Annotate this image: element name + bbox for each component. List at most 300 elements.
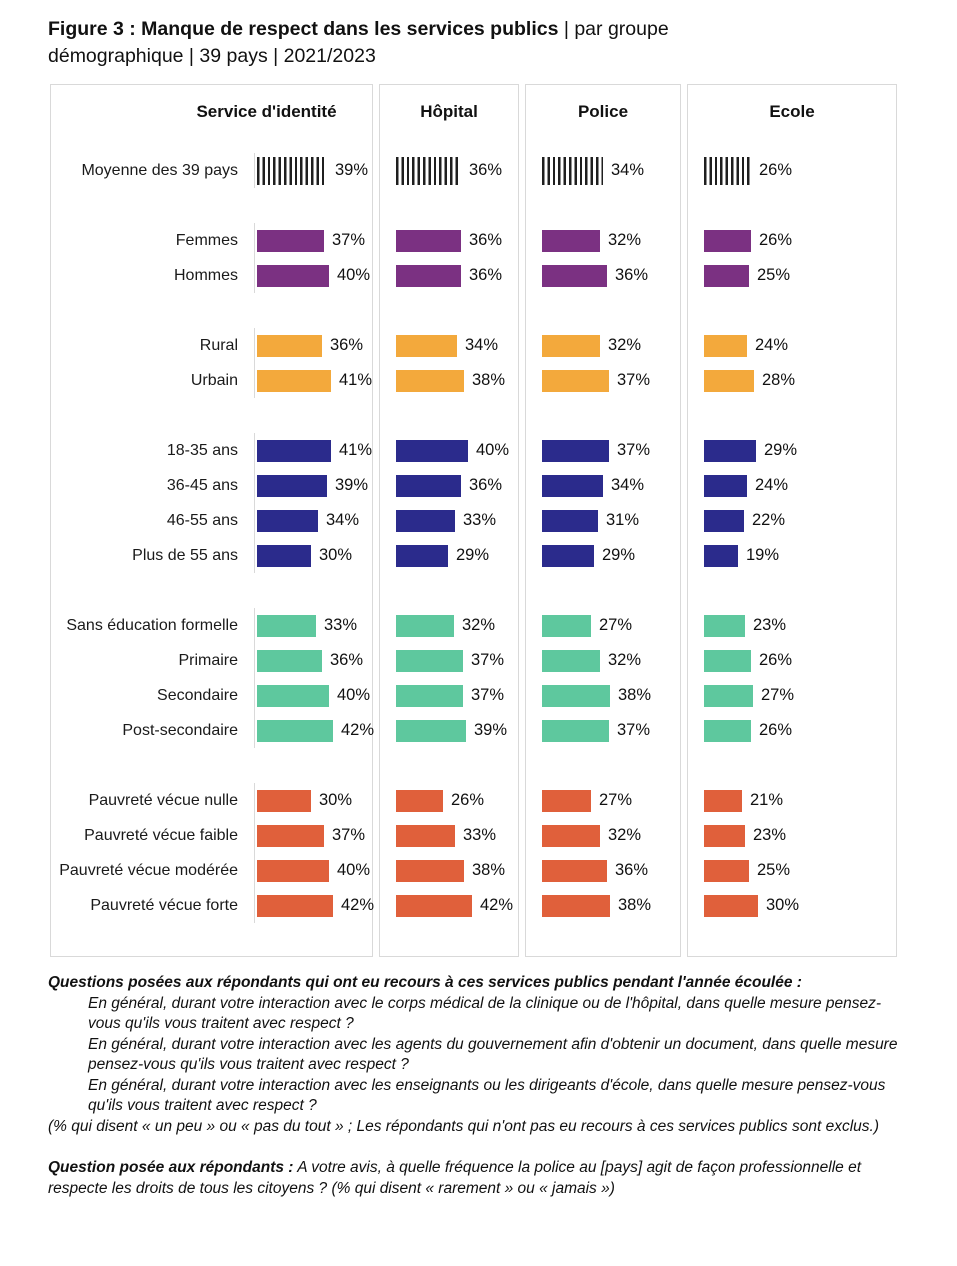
chart-row-36-45-ans <box>51 468 372 503</box>
bar-area <box>526 223 680 258</box>
chart-row-post-secondaire <box>526 713 680 748</box>
group-gap <box>51 188 372 223</box>
group-gap <box>380 188 518 223</box>
bar-area <box>526 433 680 468</box>
figure-title-bold: Figure 3 : Manque de respect dans les services publics <box>48 18 559 40</box>
bar-value-label: 39% <box>335 476 369 494</box>
bar-area <box>380 223 518 258</box>
group-gap <box>526 573 680 608</box>
group-gap <box>688 188 896 223</box>
bar-area <box>380 783 518 818</box>
chart-row-primaire <box>688 643 896 678</box>
bar-secondaire-hopital <box>396 685 463 707</box>
footnote-q1-item: En général, durant votre interaction avec le corps médical de la clinique ou de l'hôpital, dans quelle mesure pensez-vous qu'ils vous traitent avec respect ? <box>88 994 882 1032</box>
bar-moyenne-des-39-pays-service-d-identite <box>257 157 327 185</box>
bar-area <box>526 363 680 398</box>
bar-area <box>526 468 680 503</box>
bar-secondaire-service-d-identite <box>257 685 329 707</box>
bar-46-55-ans-service-d-identite <box>257 510 318 532</box>
bar-value-label: 37% <box>617 441 651 459</box>
chart-row-pauvrete-vecue-nulle <box>688 783 896 818</box>
row-label-plus-de-55-ans: Plus de 55 ans <box>132 547 238 564</box>
bar-value-label: 37% <box>617 371 651 389</box>
bar-value-label: 36% <box>615 266 649 284</box>
bar-36-45-ans-hopital <box>396 475 461 497</box>
bar-area <box>526 678 680 713</box>
row-label-post-secondaire: Post-secondaire <box>122 722 238 739</box>
chart-row-46-55-ans <box>51 503 372 538</box>
bar-value-label: 42% <box>480 896 514 914</box>
bar-value-label: 30% <box>319 791 353 809</box>
footnote-q1-item: En général, durant votre interaction avec les agents du gouvernement afin d'obtenir un document, dans quelle mesure pensez-vous qu'ils vous traitent avec respect ? <box>88 1035 898 1073</box>
chart-row-sans-education-formelle <box>526 608 680 643</box>
bar-area <box>526 153 680 188</box>
bar-value-label: 19% <box>746 546 780 564</box>
chart-row-hommes <box>380 258 518 293</box>
bar-area <box>380 468 518 503</box>
bar-value-label: 32% <box>608 826 642 844</box>
bar-value-label: 37% <box>332 826 366 844</box>
bar-area <box>380 853 518 888</box>
group-gap <box>380 398 518 433</box>
bar-value-label: 23% <box>753 616 787 634</box>
bar-area <box>254 608 372 643</box>
bar-plus-de-55-ans-ecole <box>704 545 738 567</box>
bar-value-label: 40% <box>337 266 371 284</box>
bar-area <box>688 363 896 398</box>
bar-value-label: 29% <box>456 546 490 564</box>
bar-value-label: 24% <box>755 336 789 354</box>
chart-row-moyenne-des-39-pays <box>526 153 680 188</box>
chart-row-secondaire <box>380 678 518 713</box>
bar-pauvrete-vecue-nulle-service-d-identite <box>257 790 311 812</box>
group-gap <box>380 748 518 783</box>
chart-row-rural <box>688 328 896 363</box>
bar-pauvrete-vecue-faible-ecole <box>704 825 745 847</box>
group-gap <box>526 398 680 433</box>
chart-row-secondaire <box>688 678 896 713</box>
bar-area <box>380 153 518 188</box>
chart-row-rural <box>526 328 680 363</box>
bar-area <box>380 608 518 643</box>
group-gap <box>688 748 896 783</box>
row-label-pauvrete-vecue-nulle: Pauvreté vécue nulle <box>88 792 238 809</box>
bar-area <box>688 503 896 538</box>
chart-row-plus-de-55-ans <box>526 538 680 573</box>
bar-area <box>688 538 896 573</box>
bar-value-label: 37% <box>471 686 505 704</box>
chart-row-36-45-ans <box>526 468 680 503</box>
row-label-secondaire: Secondaire <box>157 687 238 704</box>
bar-value-label: 34% <box>611 161 645 179</box>
bar-value-label: 25% <box>757 861 791 879</box>
bar-area <box>254 503 372 538</box>
figure-title-subtitle: | par groupe démographique | 39 pays | 2021/2023 <box>48 18 669 67</box>
bar-value-label: 36% <box>469 161 503 179</box>
chart-row-plus-de-55-ans <box>380 538 518 573</box>
bar-area <box>254 363 372 398</box>
bar-value-label: 32% <box>608 336 642 354</box>
row-label-pauvrete-vecue-faible: Pauvreté vécue faible <box>84 827 238 844</box>
chart-row-pauvrete-vecue-faible <box>526 818 680 853</box>
bar-area <box>254 468 372 503</box>
bar-value-label: 26% <box>759 651 793 669</box>
bar-femmes-service-d-identite <box>257 230 324 252</box>
chart-row-urbain <box>51 363 372 398</box>
row-label-18-35-ans: 18-35 ans <box>166 442 238 459</box>
figure-title <box>48 16 748 70</box>
bar-pauvrete-vecue-nulle-hopital <box>396 790 443 812</box>
chart-row-urbain <box>688 363 896 398</box>
bar-sans-education-formelle-hopital <box>396 615 454 637</box>
chart-row-pauvrete-vecue-moderee <box>688 853 896 888</box>
row-label-hommes: Hommes <box>173 267 238 284</box>
bar-value-label: 25% <box>757 266 791 284</box>
bar-value-label: 37% <box>471 651 505 669</box>
bar-pauvrete-vecue-nulle-police <box>542 790 591 812</box>
footnote-q1-note: (% qui disent « un peu » ou « pas du tout » ; Les répondants qui n'ont pas eu recours à ces services publics sont exclus.) <box>48 1117 879 1135</box>
bar-value-label: 36% <box>469 266 503 284</box>
bar-value-label: 27% <box>599 616 633 634</box>
chart-row-primaire <box>380 643 518 678</box>
bar-value-label: 42% <box>341 896 375 914</box>
bar-value-label: 36% <box>330 651 364 669</box>
bar-18-35-ans-police <box>542 440 609 462</box>
bar-area <box>526 888 680 923</box>
bar-urbain-ecole <box>704 370 754 392</box>
bar-46-55-ans-ecole <box>704 510 744 532</box>
footnote-q2 <box>48 1158 902 1199</box>
group-gap <box>51 293 372 328</box>
chart-row-primaire <box>526 643 680 678</box>
chart-row-18-35-ans <box>380 433 518 468</box>
row-label-primaire: Primaire <box>178 652 238 669</box>
chart-row-pauvrete-vecue-forte <box>688 888 896 923</box>
row-label-rural: Rural <box>199 337 238 354</box>
bar-moyenne-des-39-pays-hopital <box>396 157 461 185</box>
bar-value-label: 22% <box>752 511 786 529</box>
panel-rows <box>526 139 680 923</box>
row-label-moyenne-des-39-pays: Moyenne des 39 pays <box>81 162 238 179</box>
bar-area <box>688 818 896 853</box>
bar-sans-education-formelle-service-d-identite <box>257 615 316 637</box>
group-gap <box>688 293 896 328</box>
bar-area <box>688 608 896 643</box>
group-gap <box>688 573 896 608</box>
bar-area <box>254 818 372 853</box>
bar-hommes-service-d-identite <box>257 265 329 287</box>
row-label-pauvrete-vecue-forte: Pauvreté vécue forte <box>90 897 238 914</box>
bar-value-label: 34% <box>326 511 360 529</box>
bar-area <box>254 258 372 293</box>
bar-value-label: 41% <box>339 371 373 389</box>
chart-row-pauvrete-vecue-faible <box>688 818 896 853</box>
bar-value-label: 31% <box>606 511 640 529</box>
chart-row-pauvrete-vecue-moderee <box>380 853 518 888</box>
bar-value-label: 37% <box>332 231 366 249</box>
bar-pauvrete-vecue-forte-ecole <box>704 895 758 917</box>
bar-pauvrete-vecue-faible-police <box>542 825 600 847</box>
bar-area <box>526 713 680 748</box>
bar-hommes-police <box>542 265 607 287</box>
chart-row-pauvrete-vecue-faible <box>380 818 518 853</box>
footnotes <box>48 973 902 1199</box>
chart-row-femmes <box>526 223 680 258</box>
bar-value-label: 38% <box>472 371 506 389</box>
bar-value-label: 33% <box>463 511 497 529</box>
bar-36-45-ans-police <box>542 475 603 497</box>
panel-header-service-d-identite: Service d'identité <box>196 102 337 121</box>
bar-value-label: 30% <box>319 546 353 564</box>
chart-row-pauvrete-vecue-forte <box>380 888 518 923</box>
chart-row-18-35-ans <box>526 433 680 468</box>
group-gap <box>51 398 372 433</box>
chart-row-rural <box>380 328 518 363</box>
bar-area <box>688 468 896 503</box>
group-gap <box>526 188 680 223</box>
group-gap <box>51 573 372 608</box>
bar-post-secondaire-ecole <box>704 720 751 742</box>
bar-value-label: 34% <box>611 476 645 494</box>
bar-area <box>254 713 374 748</box>
bar-area <box>526 643 680 678</box>
bar-primaire-hopital <box>396 650 463 672</box>
row-label-urbain: Urbain <box>190 372 238 389</box>
bar-value-label: 29% <box>602 546 636 564</box>
chart-row-femmes <box>380 223 518 258</box>
bar-value-label: 36% <box>469 476 503 494</box>
bar-value-label: 38% <box>472 861 506 879</box>
bar-area <box>380 888 518 923</box>
bar-post-secondaire-hopital <box>396 720 466 742</box>
bar-value-label: 39% <box>335 161 369 179</box>
bar-pauvrete-vecue-faible-hopital <box>396 825 455 847</box>
group-gap <box>526 293 680 328</box>
bar-value-label: 27% <box>761 686 795 704</box>
chart-row-36-45-ans <box>380 468 518 503</box>
bar-hommes-hopital <box>396 265 461 287</box>
bar-plus-de-55-ans-service-d-identite <box>257 545 311 567</box>
chart-row-18-35-ans <box>51 433 372 468</box>
chart-row-pauvrete-vecue-nulle <box>380 783 518 818</box>
bar-primaire-police <box>542 650 600 672</box>
bar-value-label: 29% <box>764 441 798 459</box>
bar-area <box>380 818 518 853</box>
bar-value-label: 33% <box>463 826 497 844</box>
bar-area <box>526 608 680 643</box>
chart-row-urbain <box>526 363 680 398</box>
bar-area <box>526 503 680 538</box>
bar-area <box>380 258 518 293</box>
bar-value-label: 26% <box>759 231 793 249</box>
bar-post-secondaire-service-d-identite <box>257 720 333 742</box>
chart-panel-hopital <box>379 84 519 957</box>
bar-chart <box>50 84 957 957</box>
bar-area <box>526 818 680 853</box>
chart-row-pauvrete-vecue-forte <box>51 888 375 923</box>
chart-row-moyenne-des-39-pays <box>380 153 518 188</box>
bar-pauvrete-vecue-nulle-ecole <box>704 790 742 812</box>
bar-value-label: 36% <box>469 231 503 249</box>
bar-area <box>688 153 896 188</box>
chart-row-pauvrete-vecue-nulle <box>51 783 372 818</box>
group-gap <box>380 573 518 608</box>
bar-area <box>526 258 680 293</box>
bar-urbain-police <box>542 370 609 392</box>
panel-header-police: Police <box>577 102 629 121</box>
bar-area <box>254 853 372 888</box>
group-gap <box>688 398 896 433</box>
bar-area <box>380 678 518 713</box>
bar-value-label: 34% <box>465 336 499 354</box>
bar-rural-ecole <box>704 335 747 357</box>
bar-pauvrete-vecue-forte-hopital <box>396 895 472 917</box>
bar-area <box>688 713 896 748</box>
bar-post-secondaire-police <box>542 720 609 742</box>
bar-value-label: 26% <box>451 791 485 809</box>
bar-value-label: 26% <box>759 161 793 179</box>
bar-pauvrete-vecue-moderee-service-d-identite <box>257 860 329 882</box>
bar-area <box>254 783 372 818</box>
bar-pauvrete-vecue-moderee-hopital <box>396 860 464 882</box>
chart-panel-police <box>525 84 681 957</box>
bar-area <box>526 538 680 573</box>
chart-row-sans-education-formelle <box>688 608 896 643</box>
chart-row-primaire <box>51 643 372 678</box>
chart-row-femmes <box>51 223 372 258</box>
chart-row-secondaire <box>526 678 680 713</box>
bar-value-label: 32% <box>608 651 642 669</box>
chart-row-46-55-ans <box>688 503 896 538</box>
bar-area <box>254 433 372 468</box>
bar-plus-de-55-ans-police <box>542 545 594 567</box>
bar-value-label: 42% <box>341 721 375 739</box>
bar-femmes-ecole <box>704 230 751 252</box>
bar-46-55-ans-hopital <box>396 510 455 532</box>
chart-panel-service-d-identite <box>50 84 373 957</box>
bar-area <box>688 328 896 363</box>
bar-value-label: 36% <box>330 336 364 354</box>
group-gap <box>380 293 518 328</box>
chart-row-18-35-ans <box>688 433 896 468</box>
bar-pauvrete-vecue-faible-service-d-identite <box>257 825 324 847</box>
bar-value-label: 30% <box>766 896 800 914</box>
bar-value-label: 38% <box>618 896 652 914</box>
chart-row-post-secondaire <box>51 713 375 748</box>
bar-area <box>254 328 372 363</box>
bar-sans-education-formelle-ecole <box>704 615 745 637</box>
bar-36-45-ans-ecole <box>704 475 747 497</box>
row-label-femmes: Femmes <box>175 232 238 249</box>
chart-row-moyenne-des-39-pays <box>688 153 896 188</box>
bar-moyenne-des-39-pays-ecole <box>704 157 751 185</box>
bar-value-label: 39% <box>474 721 508 739</box>
bar-value-label: 33% <box>324 616 358 634</box>
bar-value-label: 21% <box>750 791 784 809</box>
bar-area <box>526 328 680 363</box>
bar-area <box>254 223 372 258</box>
chart-row-femmes <box>688 223 896 258</box>
panel-header-ecole: Ecole <box>769 102 815 121</box>
bar-primaire-service-d-identite <box>257 650 322 672</box>
bar-femmes-police <box>542 230 600 252</box>
bar-area <box>254 678 372 713</box>
bar-rural-hopital <box>396 335 457 357</box>
bar-area <box>254 888 374 923</box>
chart-row-pauvrete-vecue-nulle <box>526 783 680 818</box>
bar-area <box>688 223 896 258</box>
chart-row-pauvrete-vecue-moderee <box>526 853 680 888</box>
bar-pauvrete-vecue-moderee-ecole <box>704 860 749 882</box>
bar-hommes-ecole <box>704 265 749 287</box>
bar-value-label: 38% <box>618 686 652 704</box>
bar-value-label: 23% <box>753 826 787 844</box>
bar-18-35-ans-ecole <box>704 440 756 462</box>
chart-row-sans-education-formelle <box>380 608 518 643</box>
row-label-pauvrete-vecue-moderee: Pauvreté vécue modérée <box>59 862 238 879</box>
group-gap <box>526 748 680 783</box>
bar-18-35-ans-service-d-identite <box>257 440 331 462</box>
bar-area <box>254 153 372 188</box>
chart-row-hommes <box>51 258 372 293</box>
bar-46-55-ans-police <box>542 510 598 532</box>
row-label-36-45-ans: 36-45 ans <box>166 477 238 494</box>
bar-area <box>380 713 518 748</box>
bar-area <box>688 888 896 923</box>
panel-rows <box>51 139 375 923</box>
chart-row-hommes <box>526 258 680 293</box>
bar-area <box>380 363 518 398</box>
chart-row-moyenne-des-39-pays <box>51 153 372 188</box>
bar-area <box>380 433 518 468</box>
chart-row-urbain <box>380 363 518 398</box>
bar-value-label: 36% <box>615 861 649 879</box>
bar-value-label: 40% <box>476 441 510 459</box>
panel-header-hopital: Hôpital <box>420 102 478 121</box>
row-label-46-55-ans: 46-55 ans <box>166 512 238 529</box>
bar-area <box>688 433 896 468</box>
bar-value-label: 37% <box>617 721 651 739</box>
footnote-q1-heading: Questions posées aux répondants qui ont eu recours à ces services publics pendant l'année écoulée : <box>48 974 802 991</box>
bar-area <box>254 643 372 678</box>
chart-row-plus-de-55-ans <box>688 538 896 573</box>
bar-femmes-hopital <box>396 230 461 252</box>
chart-row-pauvrete-vecue-forte <box>526 888 680 923</box>
chart-row-hommes <box>688 258 896 293</box>
bar-area <box>526 783 680 818</box>
bar-area <box>380 328 518 363</box>
chart-row-post-secondaire <box>688 713 896 748</box>
bar-value-label: 24% <box>755 476 789 494</box>
bar-value-label: 28% <box>762 371 796 389</box>
bar-secondaire-ecole <box>704 685 753 707</box>
bar-18-35-ans-hopital <box>396 440 468 462</box>
row-label-sans-education-formelle: Sans éducation formelle <box>66 617 238 634</box>
chart-row-rural <box>51 328 372 363</box>
bar-secondaire-police <box>542 685 610 707</box>
bar-pauvrete-vecue-forte-police <box>542 895 610 917</box>
bar-area <box>688 783 896 818</box>
bar-area <box>688 643 896 678</box>
chart-row-sans-education-formelle <box>51 608 372 643</box>
bar-rural-service-d-identite <box>257 335 322 357</box>
bar-value-label: 41% <box>339 441 373 459</box>
bar-sans-education-formelle-police <box>542 615 591 637</box>
footnote-q1-item: En général, durant votre interaction avec les enseignants ou les dirigeants d'école, dans quelle mesure pensez-vous qu'ils vous traitent avec respect ? <box>88 1076 886 1114</box>
bar-moyenne-des-39-pays-police <box>542 157 603 185</box>
bar-value-label: 27% <box>599 791 633 809</box>
bar-urbain-service-d-identite <box>257 370 331 392</box>
